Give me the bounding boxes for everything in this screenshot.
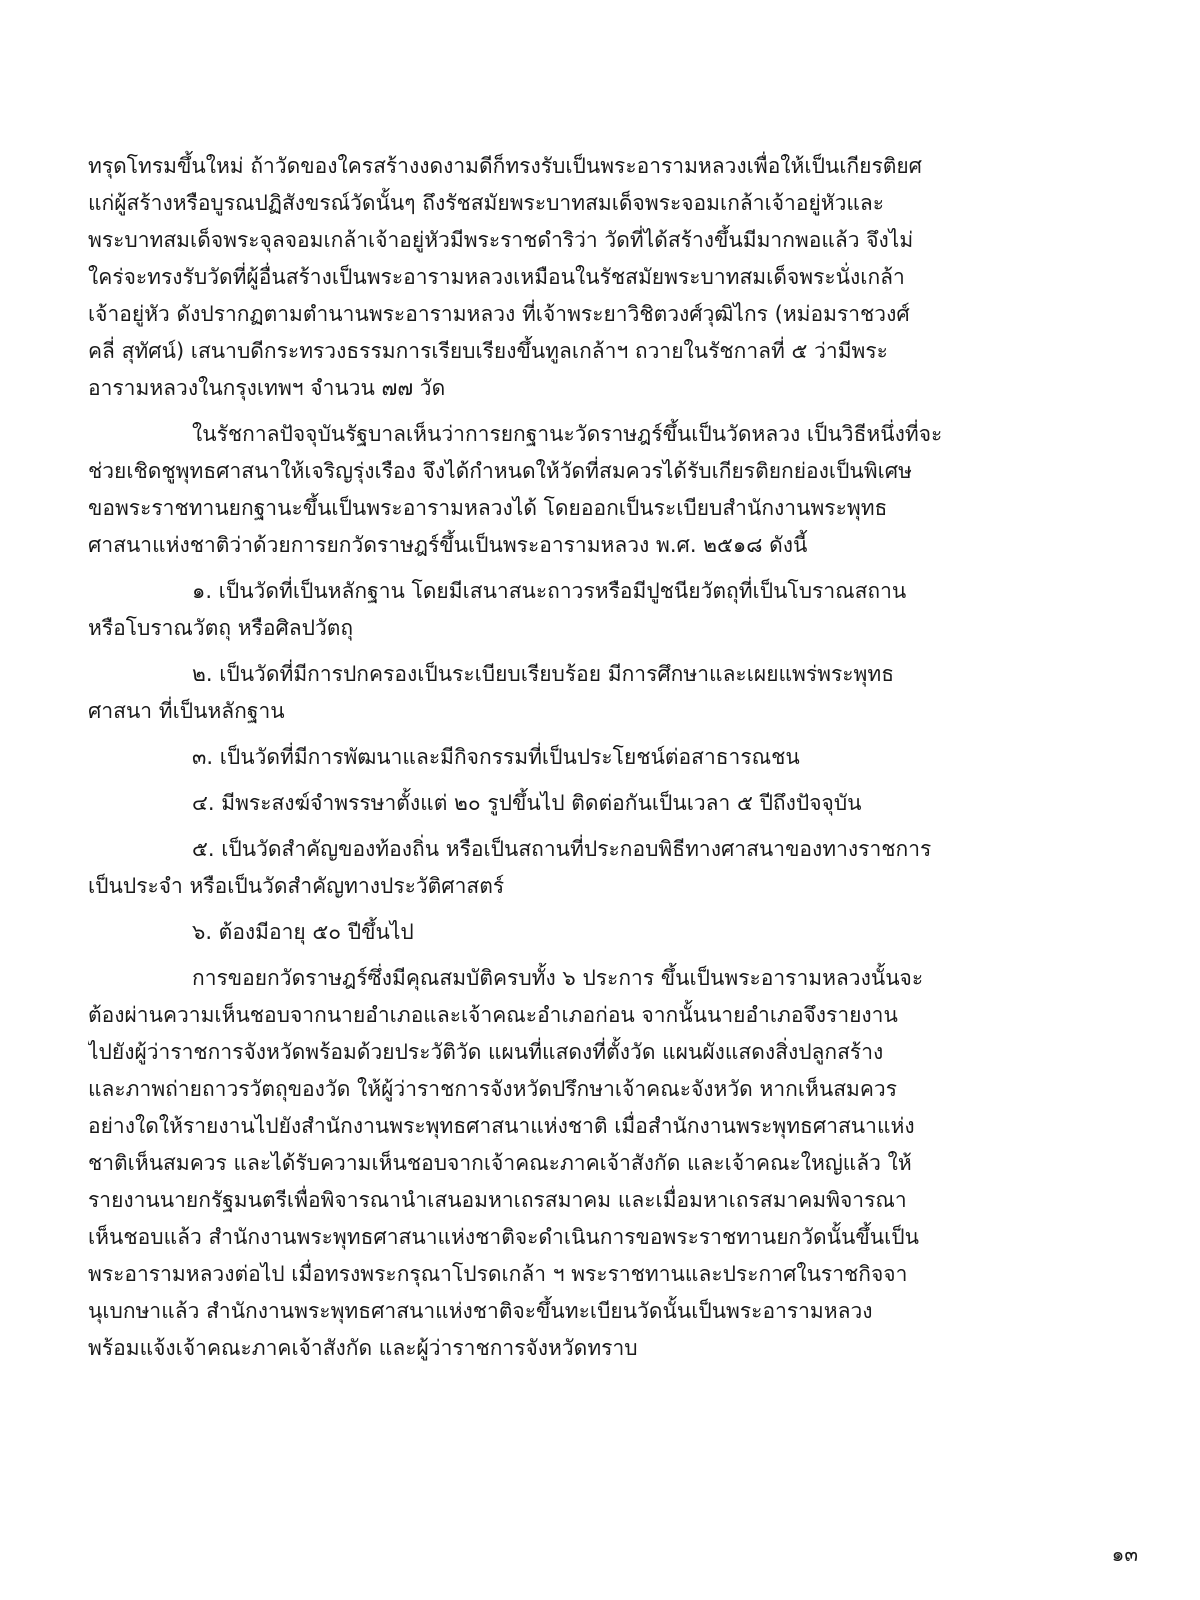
text-line: อย่างใดให้รายงานไปยังสำนักงานพระพุทธศาสนาแห่งชาติ เมื่อสำนักงานพระพุทธศาสนาแห่ง (88, 1114, 915, 1138)
criteria-item-4 (88, 785, 1120, 822)
text-line: ศาสนา ที่เป็นหลักฐาน (88, 699, 285, 723)
text-line: และภาพถ่ายถาวรวัตถุของวัด ให้ผู้ว่าราชการจังหวัดปรึกษาเจ้าคณะจังหวัด หากเห็นสมควร (88, 1077, 898, 1101)
text-line: ในรัชกาลปัจจุบันรัฐบาลเห็นว่าการยกฐานะวัดราษฎร์ขึ้นเป็นวัดหลวง เป็นวิธีหนึ่งที่จะ (192, 422, 943, 446)
criteria-item-3 (88, 739, 1120, 776)
text-line: ๕. เป็นวัดสำคัญของท้องถิ่น หรือเป็นสถานที่ประกอบพิธีทางศาสนาของทางราชการ (192, 837, 932, 861)
document-body (88, 148, 1120, 1367)
text-line: ขอพระราชทานยกฐานะขึ้นเป็นพระอารามหลวงได้ โดยออกเป็นระเบียบสำนักงานพระพุทธ (88, 496, 888, 520)
text-line: รายงานนายกรัฐมนตรีเพื่อพิจารณานำเสนอมหาเถรสมาคม และเมื่อมหาเถรสมาคมพิจารณา (88, 1188, 907, 1212)
text-line: พร้อมแจ้งเจ้าคณะภาคเจ้าสังกัด และผู้ว่าราชการจังหวัดทราบ (88, 1336, 638, 1360)
text-line: ๒. เป็นวัดที่มีการปกครองเป็นระเบียบเรียบร้อย มีการศึกษาและเผยแพร่พระพุทธ (192, 662, 895, 686)
text-line: ๔. มีพระสงฆ์จำพรรษาตั้งแต่ ๒๐ รูปขึ้นไป ติดต่อกันเป็นเวลา ๕ ปีถึงปัจจุบัน (192, 791, 862, 815)
paragraph-current-reign (88, 416, 1120, 564)
text-line: ๖. ต้องมีอายุ ๕๐ ปีขึ้นไป (192, 920, 414, 944)
text-line: คลี่ สุทัศน์) เสนาบดีกระทรวงธรรมการเรียบเรียงขึ้นทูลเกล้าฯ ถวายในรัชกาลที่ ๕ ว่ามีพระ (88, 339, 888, 363)
text-line: หรือโบราณวัตถุ หรือศิลปวัตถุ (88, 616, 354, 640)
criteria-item-5 (88, 831, 1120, 905)
text-line: ใคร่จะทรงรับวัดที่ผู้อื่นสร้างเป็นพระอารามหลวงเหมือนในรัชสมัยพระบาทสมเด็จพระนั่งเกล้า (88, 265, 905, 289)
text-line: ช่วยเชิดชูพุทธศาสนาให้เจริญรุ่งเรือง จึงได้กำหนดให้วัดที่สมควรได้รับเกียรติยกย่องเป็นพิเศษ (88, 459, 912, 483)
text-line: ต้องผ่านความเห็นชอบจากนายอำเภอและเจ้าคณะอำเภอก่อน จากนั้นนายอำเภอจึงรายงาน (88, 1003, 898, 1027)
text-line: อารามหลวงในกรุงเทพฯ จำนวน ๗๗ วัด (88, 376, 446, 400)
paragraph-history (88, 148, 1120, 407)
text-line: เป็นประจำ หรือเป็นวัดสำคัญทางประวัติศาสตร์ (88, 874, 505, 898)
paragraph-procedure (88, 960, 1120, 1367)
page-number: ๑๓ (1111, 1542, 1138, 1566)
text-line: แก่ผู้สร้างหรือบูรณปฏิสังขรณ์วัดนั้นๆ ถึงรัชสมัยพระบาทสมเด็จพระจอมเกล้าเจ้าอยู่หัวและ (88, 191, 885, 215)
text-line: ๑. เป็นวัดที่เป็นหลักฐาน โดยมีเสนาสนะถาวรหรือมีปูชนียวัตถุที่เป็นโบราณสถาน (192, 579, 907, 603)
text-line: ๓. เป็นวัดที่มีการพัฒนาและมีกิจกรรมที่เป็นประโยชน์ต่อสาธารณชน (192, 745, 800, 769)
criteria-item-2 (88, 656, 1120, 730)
criteria-item-1 (88, 573, 1120, 647)
text-line: นุเบกษาแล้ว สำนักงานพระพุทธศาสนาแห่งชาติจะขึ้นทะเบียนวัดนั้นเป็นพระอารามหลวง (88, 1299, 873, 1323)
text-line: พระบาทสมเด็จพระจุลจอมเกล้าเจ้าอยู่หัวมีพระราชดำริว่า วัดที่ได้สร้างขึ้นมีมากพอแล้ว จึงไม่ (88, 228, 914, 252)
criteria-item-6 (88, 914, 1120, 951)
text-line: เห็นชอบแล้ว สำนักงานพระพุทธศาสนาแห่งชาติจะดำเนินการขอพระราชทานยกวัดนั้นขึ้นเป็น (88, 1225, 919, 1249)
text-line: ศาสนาแห่งชาติว่าด้วยการยกวัดราษฎร์ขึ้นเป็นพระอารามหลวง พ.ศ. ๒๕๑๘ ดังนี้ (88, 533, 808, 557)
text-line: ชาติเห็นสมควร และได้รับความเห็นชอบจากเจ้าคณะภาคเจ้าสังกัด และเจ้าคณะใหญ่แล้ว ให้ (88, 1151, 912, 1175)
text-line: เจ้าอยู่หัว ดังปรากฏตามตำนานพระอารามหลวง ที่เจ้าพระยาวิชิตวงศ์วุฒิไกร (หม่อมราชวงศ์ (88, 302, 910, 326)
text-line: พระอารามหลวงต่อไป เมื่อทรงพระกรุณาโปรดเกล้า ฯ พระราชทานและประกาศในราชกิจจา (88, 1262, 908, 1286)
text-line: ไปยังผู้ว่าราชการจังหวัดพร้อมด้วยประวัติวัด แผนที่แสดงที่ตั้งวัด แผนผังแสดงสิ่งปลูกสร้าง (88, 1040, 884, 1064)
text-line: การขอยกวัดราษฎร์ซึ่งมีคุณสมบัติครบทั้ง ๖ ประการ ขึ้นเป็นพระอารามหลวงนั้นจะ (192, 966, 924, 990)
text-line: ทรุดโทรมขึ้นใหม่ ถ้าวัดของใครสร้างงดงามดีก็ทรงรับเป็นพระอารามหลวงเพื่อให้เป็นเกียรติยศ (88, 154, 923, 178)
